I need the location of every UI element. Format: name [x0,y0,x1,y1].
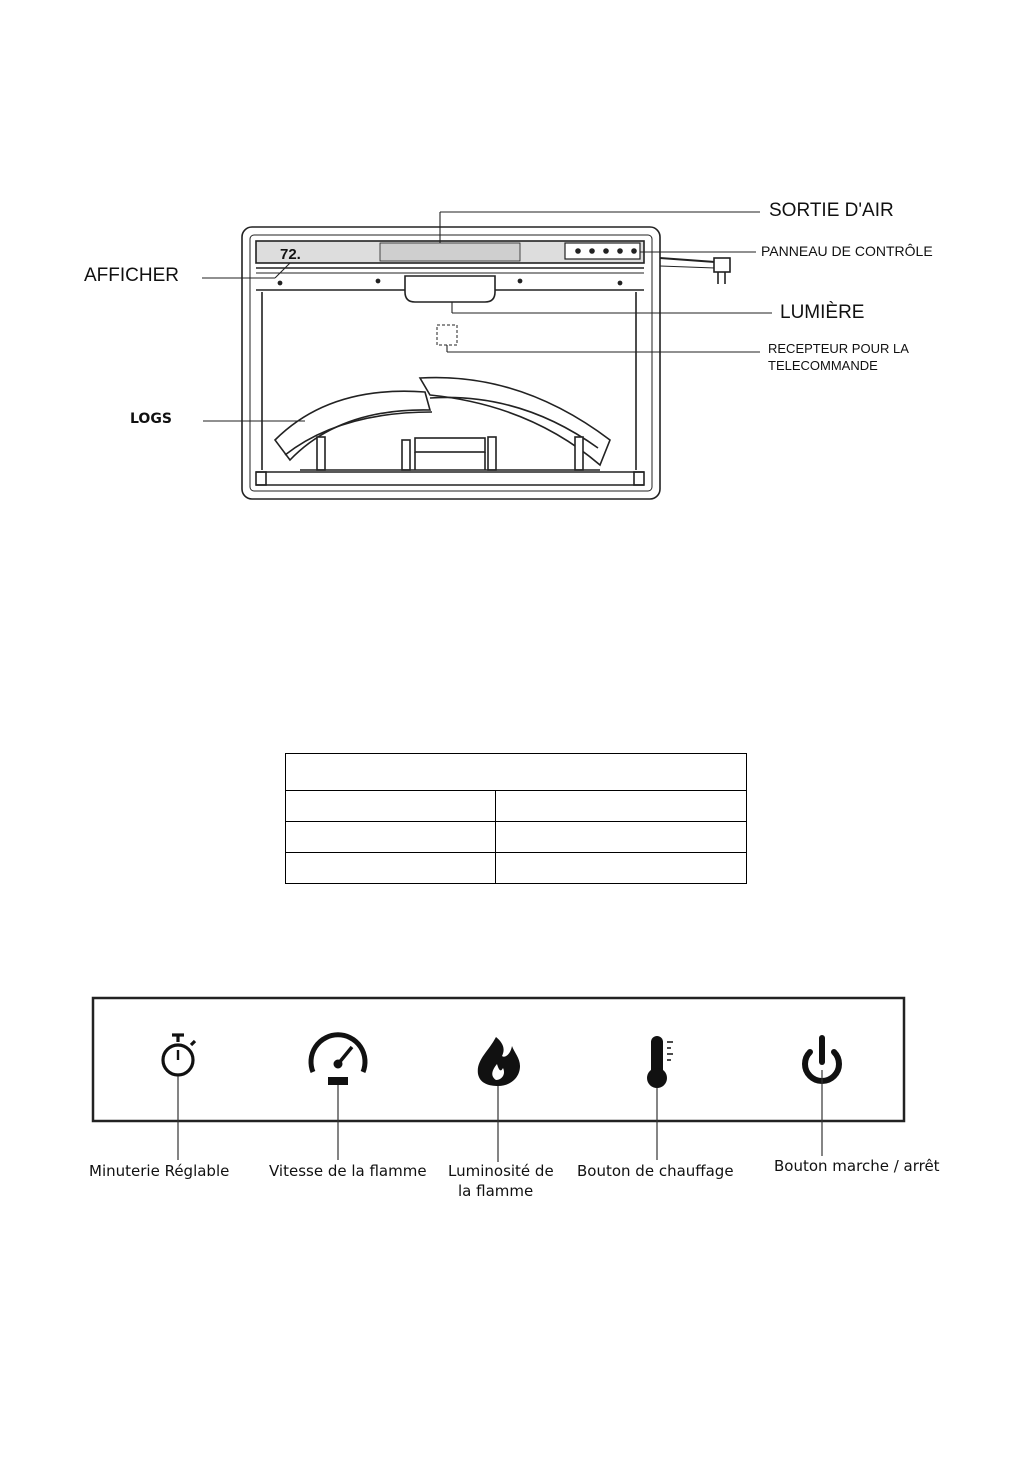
label-air-outlet: SORTIE D'AIR [769,200,894,221]
temperature-display: 72. [280,246,301,263]
label-control-panel: PANNEAU DE CONTRÔLE [761,243,933,259]
caption-flame-brightness-line1: Luminosité de [448,1162,554,1180]
caption-flame-brightness-line2: la flamme [458,1182,534,1200]
label-receiver-line2: TELECOMMANDE [768,358,878,373]
caption-timer: Minuterie Réglable [89,1162,230,1180]
label-logs: LOGS [130,411,172,427]
label-light: LUMIÈRE [780,302,865,323]
caption-power-button: Bouton marche / arrêt [774,1157,940,1175]
label-display: AFFICHER [84,265,179,286]
caption-flame-speed: Vitesse de la flamme [269,1162,427,1180]
caption-heat-button: Bouton de chauffage [577,1162,734,1180]
label-receiver-line1: RECEPTEUR POUR LA [768,341,909,356]
